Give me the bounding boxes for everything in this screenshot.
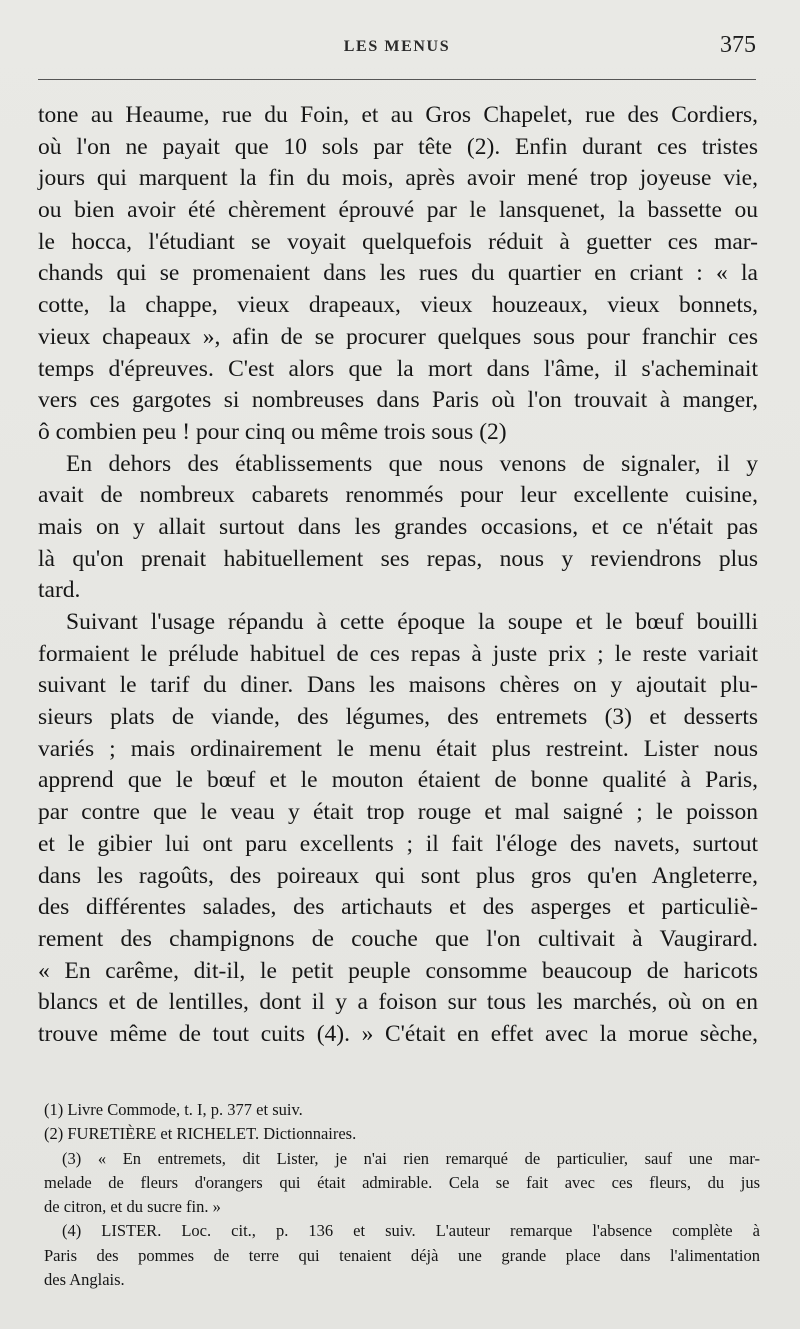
footnote-line: des Anglais. xyxy=(44,1270,125,1290)
footnote-line: (2) FURETIÈRE et RICHELET. Dictionnaires. xyxy=(44,1124,357,1144)
text-line: et le gibier lui ont paru excellents ; il fait l'éloge des navets, surtout xyxy=(38,830,758,857)
text-line: mais on y allait surtout dans les grandes occasions, et ce n'était pas xyxy=(38,513,758,540)
text-line: « En carême, dit-il, le petit peuple consomme beaucoup de haricots xyxy=(38,957,758,984)
text-line: cotte, la chappe, vieux drapeaux, vieux houzeaux, vieux bonnets, xyxy=(38,292,758,319)
text-line: tard. xyxy=(38,577,81,604)
text-line: ou bien avoir été chèrement éprouvé par le lansquenet, la bassette ou xyxy=(38,197,758,224)
page-number: 375 xyxy=(720,32,756,58)
footnote-line: (1) Livre Commode, t. I, p. 377 et suiv. xyxy=(44,1100,303,1119)
page-header xyxy=(38,30,756,66)
text-line: rement des champignons de couche que l'on cultivait à Vaugirard. xyxy=(38,925,758,952)
text-line: apprend que le bœuf et le mouton étaient de bonne qualité à Paris, xyxy=(38,767,758,794)
text-line: où l'on ne payait que 10 sols par tête (2). Enfin durant ces tristes xyxy=(38,133,758,160)
text-line: tone au Heaume, rue du Foin, et au Gros Chapelet, rue des Cordiers, xyxy=(38,102,758,128)
text-line: sieurs plats de viande, des légumes, des entremets (3) et desserts xyxy=(38,704,758,731)
text-line: là qu'on prenait habituellement ses repas, nous y reviendrons plus xyxy=(38,545,758,572)
footnote-line: (3) « En entremets, dit Lister, je n'ai rien remarqué de particulier, sauf une mar- xyxy=(62,1148,760,1168)
text-line: par contre que le veau y était trop rouge et mal saigné ; le poisson xyxy=(38,799,758,826)
text-line: des différentes salades, des artichauts et des asperges et particuliè- xyxy=(38,894,758,921)
text-line: En dehors des établissements que nous venons de signaler, il y xyxy=(66,450,758,477)
text-line: variés ; mais ordinairement le menu était plus restreint. Lister nous xyxy=(38,735,758,762)
footnotes xyxy=(44,1098,760,1292)
text-line: vieux chapeaux », afin de se procurer quelques sous pour franchir ces xyxy=(38,323,758,350)
text-line: chands qui se promenaient dans les rues du quartier en criant : « la xyxy=(38,260,758,287)
text-line: suivant le tarif du diner. Dans les maisons chères on y ajoutait plu- xyxy=(38,672,758,699)
footnote-line: melade de fleurs d'orangers qui était admirable. Cela se fait avec ces fleurs, du jus xyxy=(44,1172,760,1192)
header-rule xyxy=(38,79,756,80)
running-head: LES MENUS xyxy=(343,38,451,55)
text-line: Suivant l'usage répandu à cette époque la soupe et le bœuf bouilli xyxy=(66,609,758,635)
text-line: dans les ragoûts, des poireaux qui sont plus gros qu'en Angleterre, xyxy=(38,862,758,889)
text-line: ô combien peu ! pour cinq ou même trois sous (2) xyxy=(38,418,507,445)
footnote-line: de citron, et du sucre fin. » xyxy=(44,1197,221,1217)
text-line: blancs et de lentilles, dont il y a foison sur tous les marchés, où on en xyxy=(38,989,758,1016)
text-line: trouve même de tout cuits (4). » C'était en effet avec la morue sèche, xyxy=(38,1020,758,1047)
text-line: temps d'épreuves. C'est alors que la mort dans l'âme, il s'acheminait xyxy=(38,355,758,382)
main-text xyxy=(38,100,758,1051)
text-line: avait de nombreux cabarets renommés pour leur excellente cuisine, xyxy=(38,482,758,509)
footnote-line: Paris des pommes de terre qui tenaient déjà une grande place dans l'alimentation xyxy=(44,1245,760,1265)
text-line: jours qui marquent la fin du mois, après avoir mené trop joyeuse vie, xyxy=(38,165,758,192)
text-line: le hocca, l'étudiant se voyait quelquefois réduit à guetter ces mar- xyxy=(38,228,758,255)
text-line: formaient le prélude habituel de ces repas à juste prix ; le reste variait xyxy=(38,640,758,667)
text-line: vers ces gargotes si nombreuses dans Paris où l'on trouvait à manger, xyxy=(38,387,758,414)
footnote-line: (4) LISTER. Loc. cit., p. 136 et suiv. L'auteur remarque l'absence complète à xyxy=(62,1221,760,1241)
